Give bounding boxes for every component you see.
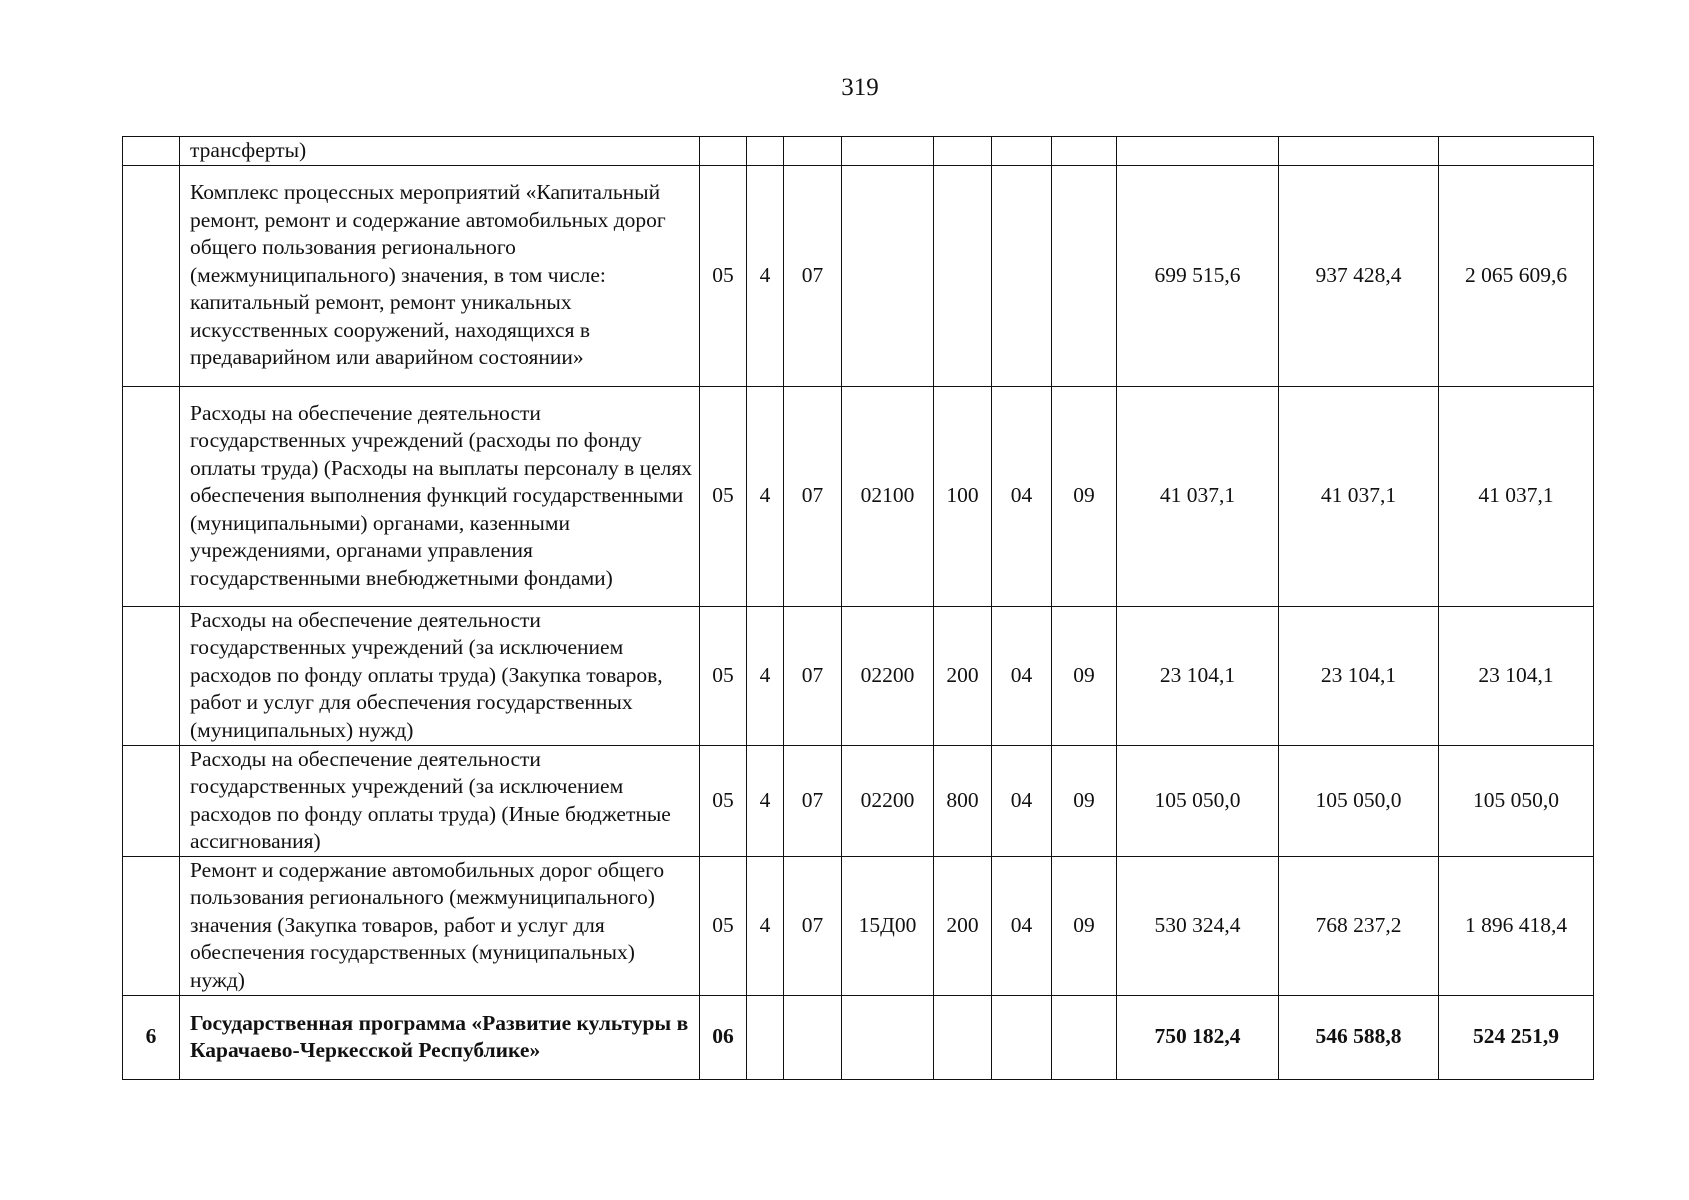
code-subsection-cell: 09 xyxy=(1052,606,1117,745)
code-direction-cell xyxy=(842,995,934,1079)
code-program-cell xyxy=(700,137,747,166)
code-section-cell xyxy=(992,137,1052,166)
code-section-cell: 04 xyxy=(992,856,1052,995)
amount-year2-cell: 23 104,1 xyxy=(1279,606,1439,745)
row-number-cell xyxy=(123,606,180,745)
table-body xyxy=(123,137,1594,1080)
code-expense-type-cell: 200 xyxy=(934,856,992,995)
code-complex-cell: 07 xyxy=(784,386,842,606)
amount-year3-cell: 524 251,9 xyxy=(1439,995,1594,1079)
code-expense-type-cell: 100 xyxy=(934,386,992,606)
row-number-cell xyxy=(123,137,180,166)
code-direction-cell: 02100 xyxy=(842,386,934,606)
amount-year1-cell: 41 037,1 xyxy=(1117,386,1279,606)
amount-year2-cell: 937 428,4 xyxy=(1279,165,1439,386)
code-complex-cell: 07 xyxy=(784,606,842,745)
code-program-cell: 05 xyxy=(700,856,747,995)
code-direction-cell: 02200 xyxy=(842,606,934,745)
row-number-cell xyxy=(123,745,180,856)
budget-table xyxy=(122,136,1594,1080)
page-number: 319 xyxy=(841,74,879,101)
code-type-cell: 4 xyxy=(747,745,784,856)
code-type-cell xyxy=(747,995,784,1079)
amount-year2-cell: 105 050,0 xyxy=(1279,745,1439,856)
code-section-cell: 04 xyxy=(992,386,1052,606)
code-subsection-cell: 09 xyxy=(1052,856,1117,995)
code-expense-type-cell xyxy=(934,165,992,386)
code-complex-cell: 07 xyxy=(784,856,842,995)
amount-year1-cell: 530 324,4 xyxy=(1117,856,1279,995)
code-complex-cell: 07 xyxy=(784,745,842,856)
code-program-cell: 05 xyxy=(700,745,747,856)
code-complex-cell xyxy=(784,995,842,1079)
amount-year3-cell: 41 037,1 xyxy=(1439,386,1594,606)
code-direction-cell: 15Д00 xyxy=(842,856,934,995)
description-cell: Государственная программа «Развитие культуры в Карачаево-Черкесской Республике» xyxy=(180,995,700,1079)
code-section-cell xyxy=(992,165,1052,386)
description-cell: Ремонт и содержание автомобильных дорог общего пользования регионального (межмуниципального) значения (Закупка товаров, работ и услуг для обеспечения государственных (муниципальных) нужд) xyxy=(180,856,700,995)
code-program-cell: 05 xyxy=(700,165,747,386)
amount-year1-cell xyxy=(1117,137,1279,166)
code-complex-cell: 07 xyxy=(784,165,842,386)
code-direction-cell xyxy=(842,137,934,166)
description-cell: Расходы на обеспечение деятельности государственных учреждений (за исключением расходов по фонду оплаты труда) (Закупка товаров, работ и услуг для обеспечения государственных (муниципальных) нужд) xyxy=(180,606,700,745)
code-expense-type-cell: 800 xyxy=(934,745,992,856)
amount-year2-cell xyxy=(1279,137,1439,166)
amount-year1-cell: 750 182,4 xyxy=(1117,995,1279,1079)
row-number-cell xyxy=(123,856,180,995)
amount-year2-cell: 546 588,8 xyxy=(1279,995,1439,1079)
table-row xyxy=(123,995,1594,1079)
code-subsection-cell xyxy=(1052,165,1117,386)
amount-year2-cell: 768 237,2 xyxy=(1279,856,1439,995)
amount-year1-cell: 23 104,1 xyxy=(1117,606,1279,745)
row-number-cell xyxy=(123,386,180,606)
description-cell: Расходы на обеспечение деятельности государственных учреждений (расходы по фонду оплаты труда) (Расходы на выплаты персоналу в целях обеспечения выполнения функций государственными (муниципальными) органами, казенными учреждениями, органами управления государственными внебюджетными фондами) xyxy=(180,386,700,606)
code-type-cell: 4 xyxy=(747,165,784,386)
code-expense-type-cell xyxy=(934,995,992,1079)
code-section-cell: 04 xyxy=(992,606,1052,745)
table-row xyxy=(123,745,1594,856)
code-type-cell: 4 xyxy=(747,856,784,995)
amount-year3-cell: 105 050,0 xyxy=(1439,745,1594,856)
amount-year3-cell: 2 065 609,6 xyxy=(1439,165,1594,386)
row-number-cell: 6 xyxy=(123,995,180,1079)
table-row xyxy=(123,137,1594,166)
amount-year3-cell xyxy=(1439,137,1594,166)
table-row xyxy=(123,856,1594,995)
code-direction-cell xyxy=(842,165,934,386)
description-cell: Расходы на обеспечение деятельности государственных учреждений (за исключением расходов по фонду оплаты труда) (Иные бюджетные ассигнования) xyxy=(180,745,700,856)
amount-year1-cell: 105 050,0 xyxy=(1117,745,1279,856)
code-section-cell: 04 xyxy=(992,745,1052,856)
code-subsection-cell xyxy=(1052,995,1117,1079)
amount-year3-cell: 1 896 418,4 xyxy=(1439,856,1594,995)
row-number-cell xyxy=(123,165,180,386)
code-direction-cell: 02200 xyxy=(842,745,934,856)
code-expense-type-cell: 200 xyxy=(934,606,992,745)
amount-year3-cell: 23 104,1 xyxy=(1439,606,1594,745)
description-cell: трансферты) xyxy=(180,137,700,166)
table-row xyxy=(123,606,1594,745)
description-cell: Комплекс процессных мероприятий «Капитальный ремонт, ремонт и содержание автомобильных дорог общего пользования регионального (межмуниципального) значения, в том числе: капитальный ремонт, ремонт уникальных искусственных сооружений, находящихся в предаварийном или аварийном состоянии» xyxy=(180,165,700,386)
code-subsection-cell xyxy=(1052,137,1117,166)
code-subsection-cell: 09 xyxy=(1052,386,1117,606)
code-complex-cell xyxy=(784,137,842,166)
table-row xyxy=(123,165,1594,386)
amount-year1-cell: 699 515,6 xyxy=(1117,165,1279,386)
code-expense-type-cell xyxy=(934,137,992,166)
code-type-cell: 4 xyxy=(747,606,784,745)
code-program-cell: 05 xyxy=(700,386,747,606)
code-program-cell: 05 xyxy=(700,606,747,745)
code-subsection-cell: 09 xyxy=(1052,745,1117,856)
amount-year2-cell: 41 037,1 xyxy=(1279,386,1439,606)
code-section-cell xyxy=(992,995,1052,1079)
code-type-cell: 4 xyxy=(747,386,784,606)
code-program-cell: 06 xyxy=(700,995,747,1079)
table-row xyxy=(123,386,1594,606)
code-type-cell xyxy=(747,137,784,166)
